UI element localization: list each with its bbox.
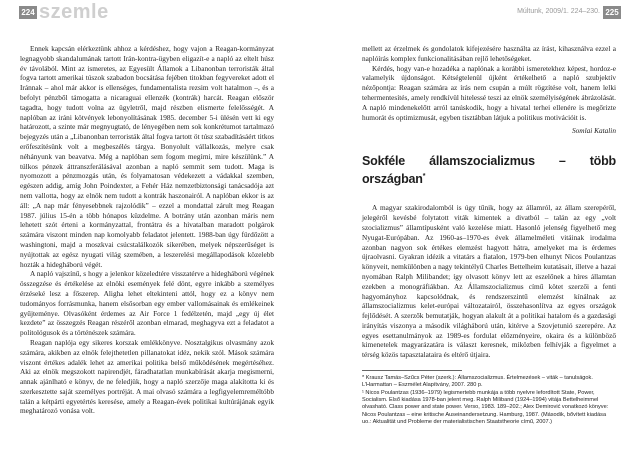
page-header — [0, 0, 640, 26]
body-paragraph: Ennek kapcsán elérkeztünk ahhoz a kérdéshez, hogy vajon a Reagan-kormányzat legnagyobb skandalumának tartott Irán-kontra-ügyben eligazít-e a napló az eltelt húsz év távolából. Mint az ismeretes, az Egyesült Államok a Libanonban terroristák által fogva tartott amerikai túszok szabadon bocsátása fejében titokban fegyvereket adott el Iránnak – ahol már akkor is ellenséges, fundamentalista rezsim volt hatalmon –, és a befolyt pénzből támogatta a nicaraguai ellenzék (kontrák) harcát. Reagan először tagadta, hogy tudott volna az ügyletről, majd részben elismerte felelősségét. A naplóban az iráni kötvények lebonyolításának 1985. december 5-i ülésén vett ki egy határozott, a szinte már megnyugtató, de lényegében nem sok konkrétumot tartalmazó bejegyzés után a „Libanonban terroristák által fogva tartott öt túsz szabadításáért titkos erőfeszítésünk volt a megbeszélés tárgya. Bonyolult vállalkozás, melyre csak néhányunk van beavatva. Még a naplóban sem fogom megírni, mire készülünk.” A túlkos pénzek áttranszferálásával azonban a napló semmit sem tudott. Maga is nyomozott a pénzmozgás után, és folyamatosan védekezett a vádakkal szemben, egészen addig, amíg John Poindexter, a Fehér Ház nemzetbiztonsági tanácsadója azt nem vallotta, hogy az elnök nem tudott a kontrák haszonairól. A naplóban ekkor is az áll: „A nap már fényesebbnek rajzolódik” – ezzel a mondattal zárult meg Reagan 1987. július 15-én a több hónapos küzdelme. A botrány után azonban máris nem lehetett szót érteni a kormányzattal, frontátra és a hivatalban maradott polgárok számára viszont minden nap komolyabb feladatot jelentett. 1988-ban úgy fürdőzött a washingtoni, majd a moszkvai csúcstalálkozók sikerében, melyek népszerűséget is nyújtottak az egész nyugati világ szemében, a leszerelési megállapodások közelebb hozták a hidegháború végét. — [20, 44, 274, 269]
article-title-note-mark: * — [422, 173, 426, 181]
footnote: * Krausz Tamás–Szűcs Péter (szerk.): Államszocializmus. Értelmezések – viták – tanulságok. L’Harmattan – Eszmélet Alapítvány, 2007. 280 p. — [362, 375, 593, 389]
author-signature: Somlai Katalin — [572, 126, 616, 136]
body-paragraph: Kérdés, hogy van-e hozadéka a naplónak a korábbi ismeretekhez képest, hordoz-e valamelyik újdonságot. Kétségtelenül újként értékelhető a napló szubjektív nézőpontja: Reagan számára az írás nem csupán a múlt rögzítése volt, hanem lelki tehermentesítés, amely rendkívül hitelessé teszi az elnök személyiségének ábrázolását. A napló mindenekelőtt arról tanúskodik, hogy a hivatal terhei ellenére is megőrizte humorát és optimizmusát, egyben tisztábban látjuk a politikus motivációit is. — [362, 63, 616, 122]
body-paragraph: A napló vajszínű, s hogy a jelenkor közeledtére visszatérve a hidegháború végének összegzése és értékelése az elnöki események felé dönt, egyre inkább a személyes érzéseké lesz a főszerep. Aligha lehet eltekinteni attól, hogy ez a könyv nem tudományos forrásmunka, hanem elsősorban egy ember vallomásainak és emlékeinek gyűjteménye. Olvasóként érdemes az Air Force 1 fedélzetén, majd „egy új élet kezdete” az összegzés Reagan részéről azonban elmarad, meghagyva ezt a feladatot a politológusok és a történészek számára. — [20, 269, 274, 338]
body-paragraph: A magyar szakirodalomból is úgy tűnik, hogy az államról, az állam szerepéről, jelegéről kevésbé folytatott viták kimentek a divatból – talán az egy „volt szocializmus” államtípusként való kezelése miatt. Hasonló jelenség figyelhető meg Nyugat-Európában. Az 1960-as–1970-es évek államelméleti vitáinak irodalma azonban nagyon sok értékes elemzést hagyott hátra, amelyeket ma is érdemes újraolvasni. Gyakran idézik a vitatárs a fiatalon, 1979-ben elhunyt Nicos Poulantzas könyveit, nemkülönben a nagy tekintélyű Charles Bettelheim kutatásait, illetve a hazai nyomában Ralph Milibandet; így olvasott könyv lett az eszelőnek a híres államtan ezekben a monográfiákban. Az Államszocializmus című kötet szerzői a fenti hagyományhoz kapcsolódnak, és rendszerszintű elemzést kínálnak az államszocializmus kelet-európai változatairól, összehasonlítva az egyes országok fejlődését. A szerzők bemutatják, hogyan alakult át a politikai hatalom és a gazdasági irányítás viszonya a második világháború után, kitérve a Szovjetunió szerepére. Az egyes esettanulmányok az 1989-es fordulat előzményeire, okaira és a különböző kimenetelek magyarázatára is választ keresnek, miközben felhívják a figyelmet a térség közös tapasztalataira és eltérő útjaira. — [362, 203, 616, 360]
left-page-number: 224 — [19, 6, 37, 19]
footnote: ¹ Nicos Poulantzas (1936–1979) legismertebb munkája a több nyelvre lefordított State, Power, Socialism. Első kiadása 1978-ban jelent meg. Ralph Miliband (1924–1994) vitája Bettelheimmel olvasható. Class power and state power. Verso, 1983. 189–202.; Alex Demirović vonatkozó könyve: Nicos Poulantzas – eine kritische Auseinandersetzung. Hamburg, 1987. (Második, bővített kiadása uo.: Aktualität und Probleme der materialistischen Staatstheorie című, 2007.) — [362, 389, 609, 425]
article-title-text: Sokféle államszocializmus – több országban — [362, 154, 616, 187]
article-title — [362, 154, 616, 187]
journal-reference: Múltunk, 2009/1. 224–230. — [517, 8, 600, 15]
right-page-number: 225 — [603, 6, 621, 19]
journal-logo: szemle — [39, 1, 109, 23]
body-paragraph: mellett az érzelmek és gondolatok kifejezésére használta az írást, kihasználva ezzel a naplóírás komplex funkcionalitásában rejlő lehetőségeket. — [362, 44, 616, 63]
body-paragraph: Reagan naplója egy sikeres korszak emlékkönyve. Nosztalgikus olvasmány azok számára, akikben az elnök felejthetetlen pillanatokat idéz, nekik szól. Mások számára viszont értékes adalék lehet az amerikai politika belső működésének megértéséhez. Aki az elnök megszokott napirendjét, fáradhatatlan munkabírását akarja megismerni, annak ajánlható e könyv, de ne feledjük, hogy a napló szerzője maga alakította ki és szerkesztette saját személyes portréját. A mai olvasó számára a legfigyelemreméltóbb talán a kétpárti egyetértés keresése, amely a Reagan-évek politikai kultúrájának egyik meghatározó vonása volt. — [20, 337, 274, 416]
footnotes — [362, 375, 616, 426]
right-column — [362, 44, 616, 426]
left-column — [20, 44, 274, 416]
footnote-divider — [362, 370, 462, 371]
